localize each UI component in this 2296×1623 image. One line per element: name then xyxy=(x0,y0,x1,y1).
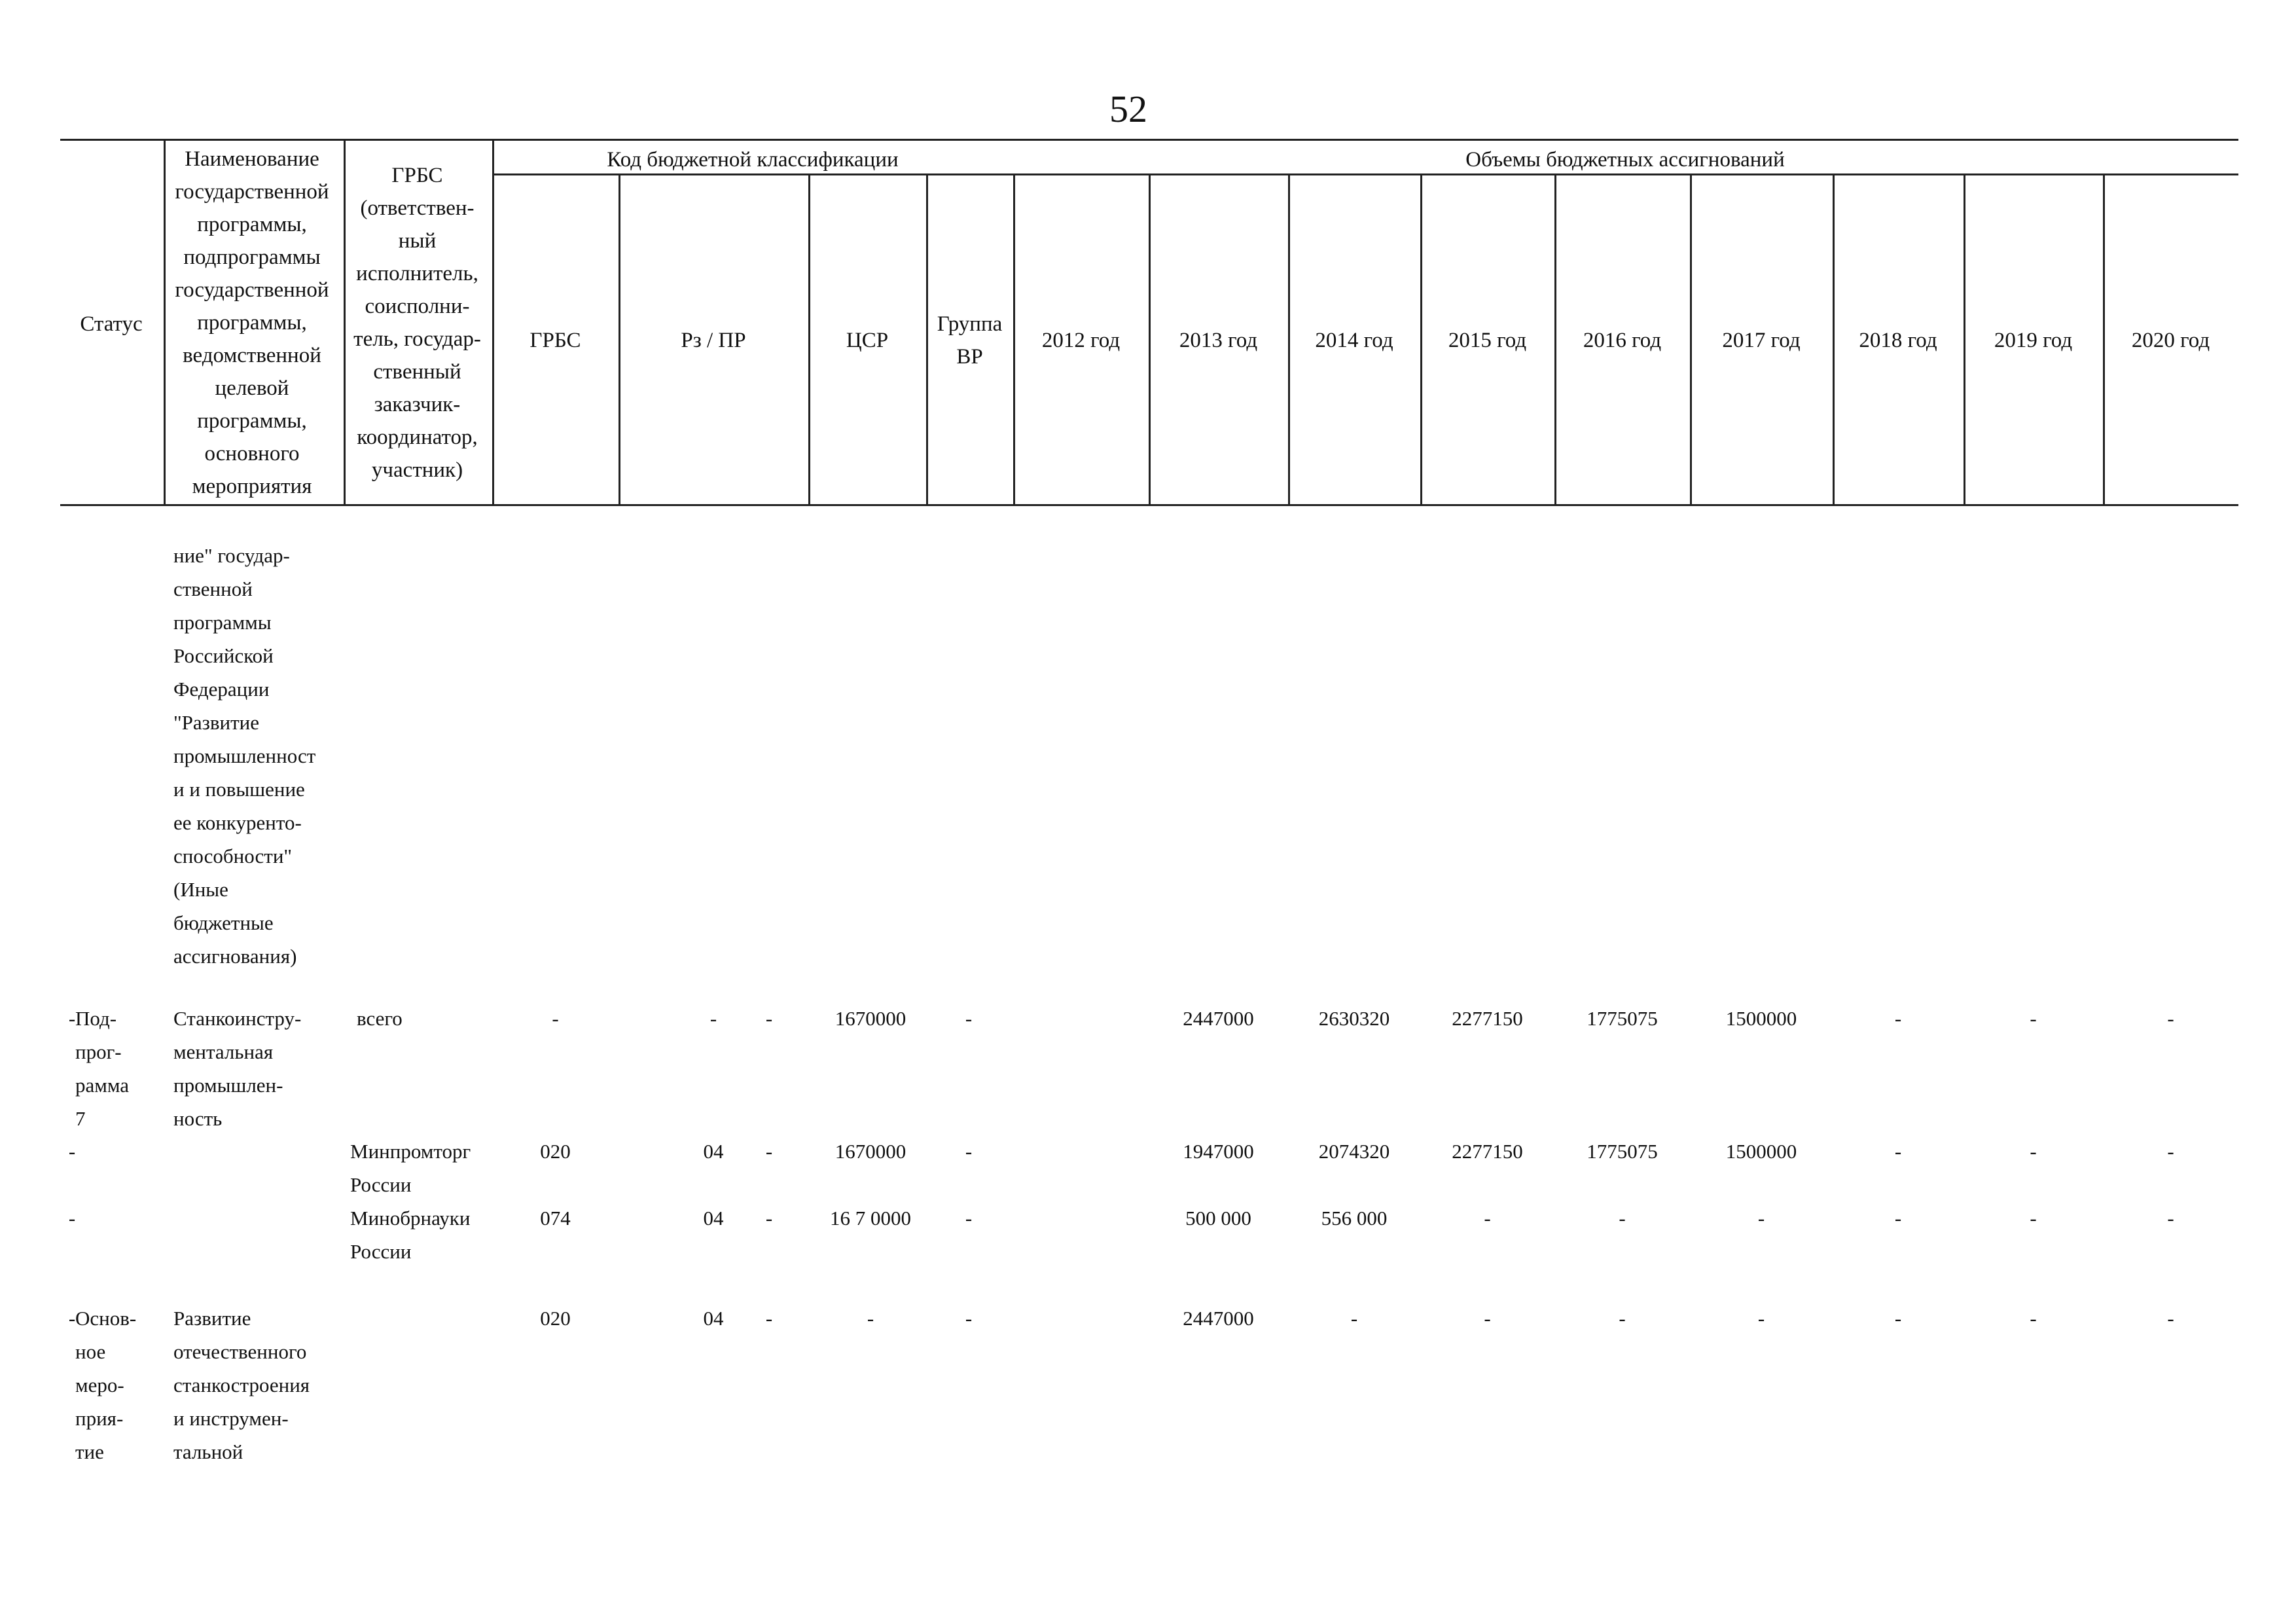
grid-hline xyxy=(60,504,2238,506)
row-value-cell: 500 000 xyxy=(1185,1207,1251,1230)
row-kbk-cell: 1670000 xyxy=(834,1140,906,1163)
row-value-cell: 1500000 xyxy=(1725,1140,1797,1163)
row-grbs-responsible: Минпромторг России xyxy=(350,1140,471,1196)
row-value-cell: 556 000 xyxy=(1321,1207,1388,1230)
row-kbk-cell: - xyxy=(965,1140,973,1163)
row-kbk-cell: 020 xyxy=(540,1140,571,1163)
row-value-cell: - xyxy=(2030,1307,2037,1330)
grid-hline xyxy=(60,139,2238,141)
header-line: программы, xyxy=(197,311,307,335)
header-line: ГРБС xyxy=(391,164,443,187)
row-value-cell: 1947000 xyxy=(1183,1140,1254,1163)
row-kbk-cell: 04 xyxy=(703,1207,724,1230)
row-kbk-cell: - xyxy=(765,1140,773,1163)
header-year: 2015 год xyxy=(1448,329,1527,352)
row-kbk-cell: - xyxy=(965,1007,973,1030)
row-value-cell: 2630320 xyxy=(1318,1007,1390,1030)
row-value-cell: - xyxy=(2167,1207,2174,1230)
row-status: Под- прог- рамма 7 xyxy=(75,1007,130,1130)
row-kbk-cell: 074 xyxy=(540,1207,571,1230)
header-kbk-group: Код бюджетной классификации xyxy=(607,148,899,172)
header-year: 2018 год xyxy=(1859,329,1937,352)
row-value-cell: - xyxy=(68,1140,76,1163)
header-year: 2017 год xyxy=(1722,329,1801,352)
grid-vline xyxy=(492,139,494,504)
header-line: (ответствен- xyxy=(360,196,475,220)
row-value-cell: - xyxy=(1484,1307,1491,1330)
row-name: Развитие отечественного станкостроения и инструмен- тальной xyxy=(173,1307,310,1463)
header-kbk-col: Рз / ПР xyxy=(681,329,746,352)
header-line: участник) xyxy=(371,458,463,482)
header-line: тель, государ- xyxy=(353,327,481,351)
row-name: Станкоинстру- ментальная промышлен- ность xyxy=(173,1007,302,1130)
header-year: 2012 год xyxy=(1041,329,1121,352)
header-line: ственный xyxy=(373,360,461,384)
row-value-cell: - xyxy=(2167,1140,2174,1163)
row-value-cell: - xyxy=(1894,1307,1902,1330)
row-kbk-cell: - xyxy=(765,1207,773,1230)
header-line: ный xyxy=(398,229,437,253)
header-line: государственной xyxy=(175,180,329,204)
row-value-cell: 2447000 xyxy=(1183,1307,1254,1330)
row-value-cell: - xyxy=(2167,1307,2174,1330)
row-kbk-cell: - xyxy=(965,1307,973,1330)
row-value-cell: 2277150 xyxy=(1452,1007,1523,1030)
row-value-cell: - xyxy=(68,1007,76,1030)
row-kbk-cell: - xyxy=(709,1007,717,1030)
header-line: исполнитель, xyxy=(356,262,478,285)
row-value-cell: - xyxy=(2030,1007,2037,1030)
header-kbk-col: ГРБС xyxy=(529,329,581,352)
header-line: основного xyxy=(204,442,300,465)
row-status: Основ- ное меро- прия- тие xyxy=(75,1307,137,1463)
row-grbs-responsible: всего xyxy=(357,1007,403,1030)
row-kbk-cell: 04 xyxy=(703,1307,724,1330)
row-value-cell: - xyxy=(1894,1207,1902,1230)
header-line: целевой xyxy=(215,376,289,400)
row-kbk-cell: 020 xyxy=(540,1307,571,1330)
header-volumes-group: Объемы бюджетных ассигнований xyxy=(1465,148,1785,172)
row-value-cell: - xyxy=(1757,1307,1765,1330)
row-kbk-cell: - xyxy=(965,1207,973,1230)
header-line: программы, xyxy=(197,409,307,433)
row-value-cell: - xyxy=(1894,1140,1902,1163)
header-line: координатор, xyxy=(357,426,478,449)
header-year: 2019 год xyxy=(1994,329,2073,352)
row-kbk-cell: - xyxy=(765,1307,773,1330)
row-value-cell: 2074320 xyxy=(1318,1140,1390,1163)
row-value-cell: - xyxy=(2167,1007,2174,1030)
row-value-cell: - xyxy=(1484,1207,1491,1230)
header-line: соисполни- xyxy=(365,295,470,318)
row-value-cell: - xyxy=(1350,1307,1358,1330)
header-line: подпрограммы xyxy=(183,246,321,269)
header-year: 2016 год xyxy=(1583,329,1662,352)
row-kbk-cell: - xyxy=(867,1307,874,1330)
row-value-cell: 1775075 xyxy=(1587,1007,1658,1030)
continuation-name: ние" государ- ственной программы Российской Федерации "Развитие промышленност и и повышение ее конкуренто- способности" (Иные бюджетные ассигнования) xyxy=(173,544,316,968)
header-line: программы, xyxy=(197,213,307,236)
row-value-cell: - xyxy=(68,1307,76,1330)
header-grbs-responsible xyxy=(344,159,491,486)
row-value-cell: - xyxy=(1894,1007,1902,1030)
header-kbk-col: ЦСР xyxy=(846,329,889,352)
row-kbk-cell: 04 xyxy=(703,1140,724,1163)
row-value-cell: - xyxy=(1757,1207,1765,1230)
header-kbk-col: Группа ВР xyxy=(937,312,1003,369)
header-status: Статус xyxy=(80,312,143,336)
row-value-cell: 1775075 xyxy=(1587,1140,1658,1163)
row-grbs-responsible: Минобрнауки России xyxy=(350,1207,471,1263)
header-line: заказчик- xyxy=(374,393,461,416)
header-line: ведомственной xyxy=(183,344,321,367)
header-year: 2020 год xyxy=(2131,329,2210,352)
row-value-cell: - xyxy=(68,1207,76,1230)
row-kbk-cell: - xyxy=(552,1007,559,1030)
header-line: мероприятия xyxy=(192,475,312,498)
row-kbk-cell: - xyxy=(765,1007,773,1030)
header-year: 2013 год xyxy=(1179,329,1258,352)
header-name xyxy=(164,143,340,503)
row-value-cell: - xyxy=(2030,1140,2037,1163)
row-value-cell: - xyxy=(1619,1307,1626,1330)
header-year: 2014 год xyxy=(1315,329,1393,352)
page-number: 52 xyxy=(1109,88,1147,130)
row-kbk-cell: 16 7 0000 xyxy=(830,1207,911,1230)
header-line: государственной xyxy=(175,278,329,302)
row-kbk-cell: 1670000 xyxy=(834,1007,906,1030)
row-value-cell: - xyxy=(1619,1207,1626,1230)
header-line: Наименование xyxy=(185,147,319,171)
row-value-cell: 2447000 xyxy=(1183,1007,1254,1030)
row-value-cell: 2277150 xyxy=(1452,1140,1523,1163)
row-value-cell: - xyxy=(2030,1207,2037,1230)
row-value-cell: 1500000 xyxy=(1725,1007,1797,1030)
